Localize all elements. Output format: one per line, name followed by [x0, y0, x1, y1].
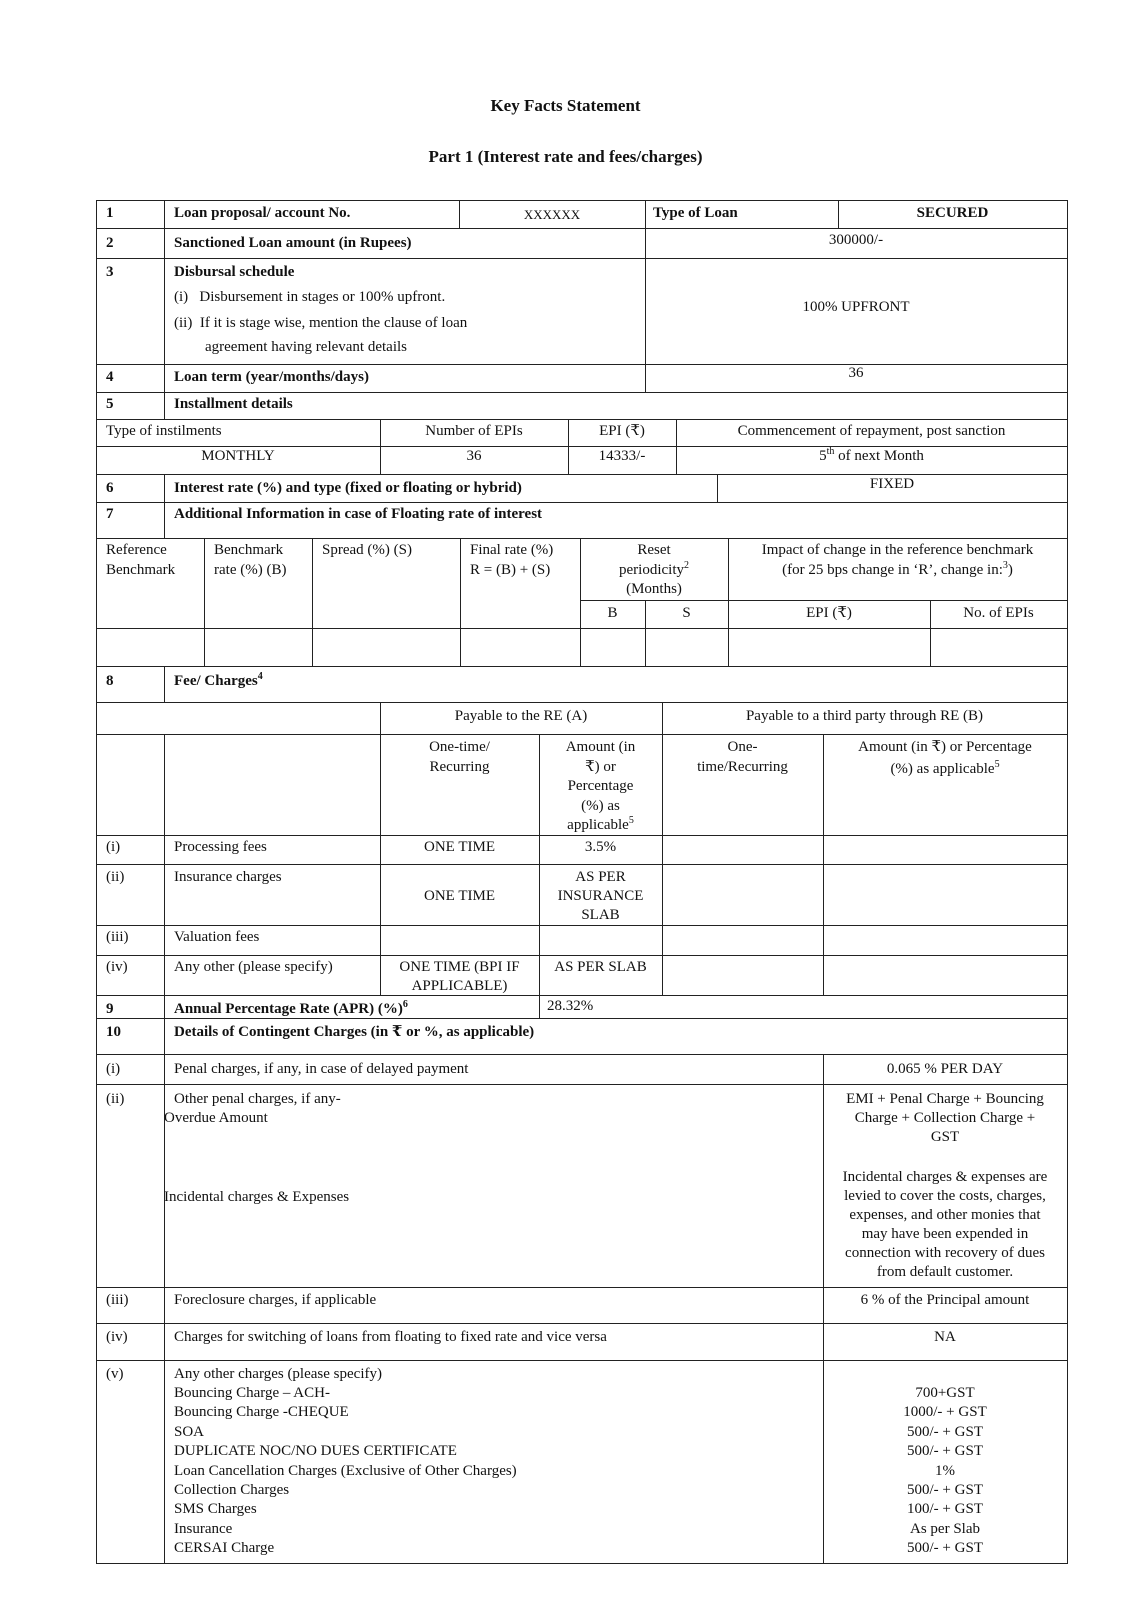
row-number: 8 [106, 673, 114, 689]
row-number: 4 [106, 369, 114, 385]
fee-item-amount-line-3: SLAB [581, 907, 620, 923]
field-label-installment-details: Installment details [174, 396, 293, 412]
field-label-floating-info: Additional Information in case of Floating rate of interest [174, 506, 543, 522]
charge-item-sublabel-incidental: Incidental charges & Expenses [164, 1189, 350, 1205]
fee-item-label: Insurance charges [174, 869, 282, 885]
row-number: 1 [106, 205, 114, 221]
charge-item-label: Foreclosure charges, if applicable [174, 1292, 377, 1308]
fee-item-number: (iv) [106, 959, 128, 975]
row-number: 3 [106, 264, 114, 280]
fee-item-number: (ii) [106, 869, 125, 885]
col-header-impact-epi: EPI (₹) [806, 605, 852, 621]
col-header-reset-3: (Months) [626, 581, 682, 597]
row-number: 2 [106, 235, 114, 251]
incidental-text-6: from default customer. [876, 1264, 1014, 1280]
field-value-apr: 28.32% [547, 998, 594, 1014]
other-charge-value: 500/- + GST [907, 1540, 983, 1556]
col-header-benchmark-rate-1: Benchmark [214, 542, 284, 558]
other-charge-label: DUPLICATE NOC/NO DUES CERTIFICATE [174, 1443, 457, 1459]
document-subtitle: Part 1 (Interest rate and fees/charges) [428, 147, 703, 166]
incidental-text-2: levied to cover the costs, charges, [844, 1188, 1046, 1204]
fee-item-frequency-line-1: ONE TIME (BPI IF [399, 959, 520, 975]
other-charge-label: Insurance [174, 1521, 233, 1537]
other-charge-label: Loan Cancellation Charges (Exclusive of Other Charges) [174, 1463, 517, 1479]
col-header-amount-1: Amount (in [565, 739, 636, 755]
row-number: 10 [106, 1024, 121, 1040]
fee-item-label: Processing fees [174, 839, 267, 855]
col-header-amount-5: applicable$^5$ [567, 815, 634, 833]
other-charge-value: 1000/- + GST [903, 1404, 987, 1420]
fee-item-frequency: ONE TIME [424, 839, 495, 855]
field-label-contingent-charges: Details of Contingent Charges (in ₹ or %, as applicable) [174, 1024, 535, 1040]
col-header-commencement: Commencement of repayment, post sanction [737, 423, 1006, 439]
other-charge-value: 500/- + GST [907, 1443, 983, 1459]
other-charge-value: 700+GST [915, 1385, 975, 1401]
row-number: 6 [106, 480, 114, 496]
other-charge-label: Collection Charges [174, 1482, 290, 1498]
row-number: 9 [106, 1001, 114, 1017]
incidental-text-5: connection with recovery of dues [845, 1245, 1045, 1261]
col-header-impact-2: (for 25 bps change in ‘R’, change in:$^3$) [782, 560, 1013, 578]
field-label-loan-type: Type of Loan [653, 205, 738, 221]
incidental-text-4: may have been expended in [861, 1226, 1029, 1242]
field-value-disbursal: 100% UPFRONT [802, 299, 910, 315]
other-charge-value: 500/- + GST [907, 1424, 983, 1440]
row-number: 7 [106, 506, 114, 522]
other-charge-value: As per Slab [910, 1521, 980, 1537]
fee-item-amount-line-2: INSURANCE [557, 888, 644, 904]
col-header-benchmark-rate-2: rate (%) (B) [214, 562, 287, 578]
col-header-final-rate-1: Final rate (%) [470, 542, 554, 558]
other-charge-label: CERSAI Charge [174, 1540, 275, 1556]
value-epi-count: 36 [466, 448, 482, 464]
col-header-reset-1: Reset [637, 542, 671, 558]
fee-item-frequency-line-2: APPLICABLE) [411, 978, 508, 994]
fee-item-frequency: ONE TIME [424, 888, 495, 904]
fee-item-label: Valuation fees [174, 929, 260, 945]
col-header-payable-third-party: Payable to a third party through RE (B) [745, 708, 984, 724]
other-charge-value: 500/- + GST [907, 1482, 983, 1498]
col-header-third-onetime-2: time/Recurring [697, 759, 788, 775]
col-header-epi: EPI (₹) [599, 423, 645, 439]
field-label-fee-charges: Fee/ Charges$^4$ [174, 671, 263, 689]
col-header-epi-count: Number of EPIs [425, 423, 523, 439]
field-label-interest-rate: Interest rate (%) and type (fixed or floating or hybrid) [174, 480, 522, 496]
col-header-payable-re: Payable to the RE (A) [454, 708, 588, 724]
incidental-text-3: expenses, and other monies that [849, 1207, 1041, 1223]
other-charge-label: SOA [174, 1424, 205, 1440]
col-header-third-amount-2: (%) as applicable$^5$ [890, 759, 1000, 777]
disbursal-line-1: (i) Disbursement in stages or 100% upfront. [174, 289, 446, 305]
fee-item-amount-line-1: AS PER [575, 869, 626, 885]
document-title: Key Facts Statement [490, 96, 641, 115]
charge-item-value: 6 % of the Principal amount [860, 1292, 1030, 1308]
charge-item-number: (iv) [106, 1329, 128, 1345]
charge-item-value-line-2: Charge + Collection Charge + [854, 1110, 1036, 1126]
value-commencement: 5th of next Month [819, 446, 924, 464]
charge-item-sublabel-overdue: Overdue Amount [164, 1110, 268, 1126]
other-charge-value: 100/- + GST [907, 1501, 983, 1517]
charge-item-number: (ii) [106, 1091, 125, 1107]
other-charge-label: SMS Charges [174, 1501, 257, 1517]
other-charge-label: Bouncing Charge -CHEQUE [174, 1404, 349, 1420]
field-value-loan-type: SECURED [916, 205, 989, 221]
field-label-sanctioned-amount: Sanctioned Loan amount (in Rupees) [174, 235, 412, 251]
col-header-amount-3: Percentage [567, 778, 634, 794]
fee-item-label: Any other (please specify) [174, 959, 333, 975]
fee-item-number: (iii) [106, 929, 129, 945]
col-header-amount-2: ₹) or [585, 759, 616, 775]
col-header-b: B [607, 605, 618, 621]
charge-item-value: NA [934, 1329, 956, 1345]
col-header-no-of-epis: No. of EPIs [963, 605, 1034, 621]
charge-item-label: Any other charges (please specify) [174, 1366, 382, 1382]
charge-item-label: Penal charges, if any, in case of delayed payment [174, 1061, 469, 1077]
col-header-s: S [682, 605, 691, 621]
col-header-reference-benchmark-1: Reference [106, 542, 167, 558]
charge-item-value-line-3: GST [930, 1129, 960, 1145]
field-value-interest-rate: FIXED [869, 476, 915, 492]
charge-item-number: (i) [106, 1061, 121, 1077]
charge-item-value-line-1: EMI + Penal Charge + Bouncing [846, 1091, 1044, 1107]
row-number: 5 [106, 396, 114, 412]
field-label-account-no: Loan proposal/ account No. [174, 205, 351, 221]
col-header-impact-1: Impact of change in the reference benchmark [761, 542, 1034, 558]
other-charge-value: 1% [935, 1463, 955, 1479]
other-charge-label: Bouncing Charge – ACH- [174, 1385, 330, 1401]
field-label-loan-term: Loan term (year/months/days) [174, 369, 369, 385]
charge-item-number: (v) [106, 1366, 124, 1382]
col-header-spread: Spread (%) (S) [322, 542, 412, 558]
col-header-onetime-recurring-2: Recurring [429, 759, 490, 775]
col-header-reference-benchmark-2: Benchmark [106, 562, 176, 578]
field-value-account-no: XXXXXX [523, 207, 581, 222]
col-header-reset-2: periodicity$^2$ [619, 560, 689, 578]
disbursal-line-3: agreement having relevant details [205, 339, 407, 355]
col-header-final-rate-2: R = (B) + (S) [470, 562, 551, 578]
fee-item-amount: AS PER SLAB [554, 959, 647, 975]
col-header-third-onetime-1: One- [727, 739, 758, 755]
col-header-amount-4: (%) as [581, 798, 620, 814]
field-value-sanctioned-amount: 300000/- [828, 232, 884, 248]
disbursal-line-2: (ii) If it is stage wise, mention the clause of loan [174, 315, 468, 331]
incidental-text-1: Incidental charges & expenses are [842, 1169, 1048, 1185]
value-epi: 14333/- [598, 448, 646, 464]
value-instalment-type: MONTHLY [201, 448, 275, 464]
col-header-instalment-type: Type of instilments [106, 423, 222, 439]
charge-item-label: Charges for switching of loans from floating to fixed rate and vice versa [174, 1329, 607, 1345]
fee-item-amount: 3.5% [584, 839, 617, 855]
field-label-apr: Annual Percentage Rate (APR) (%)$^6$ [174, 999, 408, 1017]
charge-item-number: (iii) [106, 1292, 129, 1308]
col-header-third-amount-1: Amount (in ₹) or Percentage [858, 739, 1032, 755]
charge-item-label: Other penal charges, if any- [174, 1091, 341, 1107]
field-value-loan-term: 36 [848, 365, 864, 381]
field-label-disbursal-schedule: Disbursal schedule [174, 264, 295, 280]
fee-item-number: (i) [106, 839, 121, 855]
charge-item-value: 0.065 % PER DAY [886, 1061, 1004, 1077]
col-header-onetime-recurring-1: One-time/ [429, 739, 490, 755]
